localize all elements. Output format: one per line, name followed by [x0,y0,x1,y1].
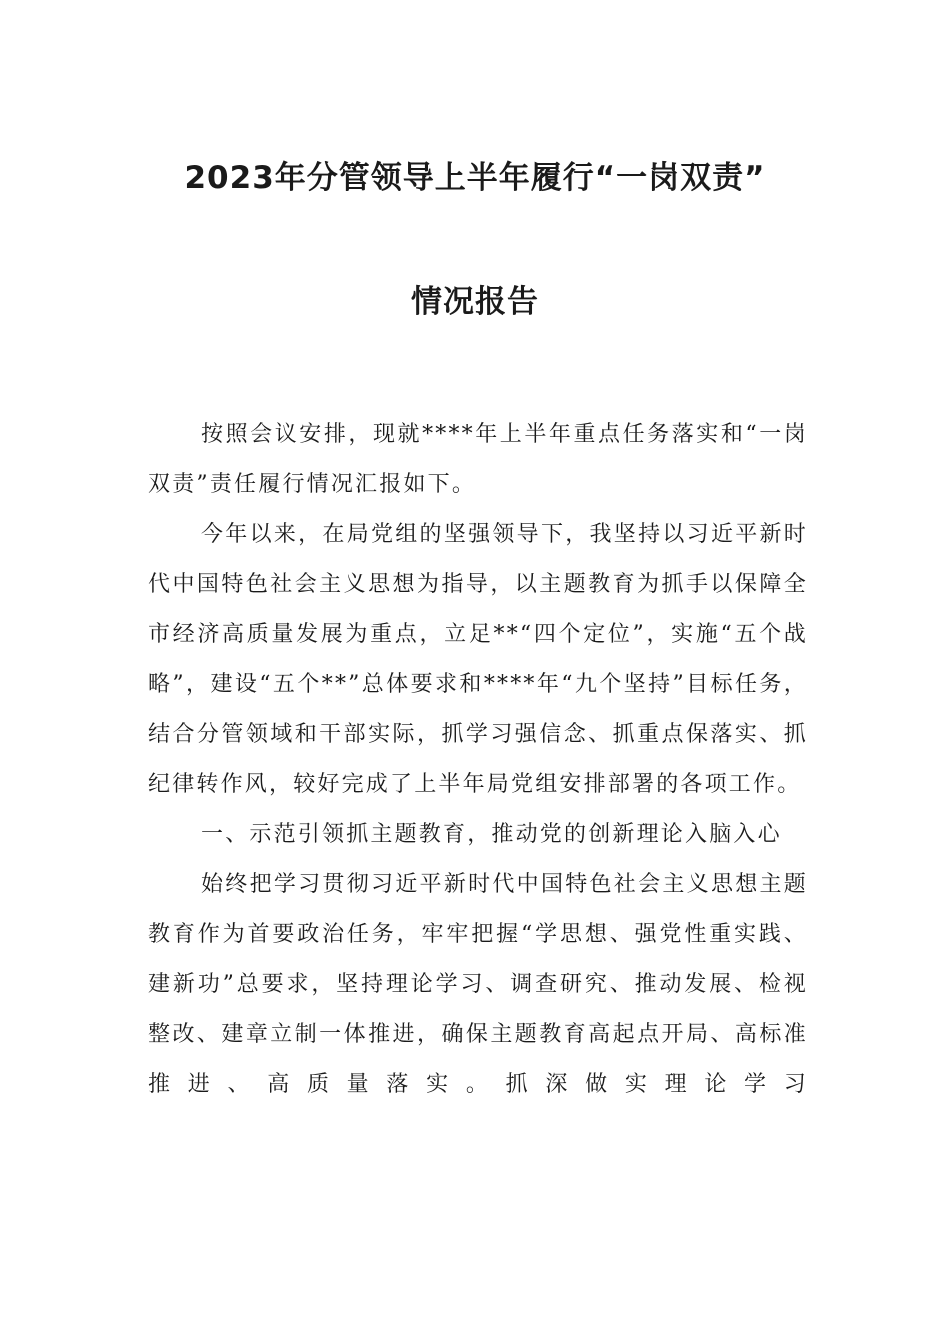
paragraph-overview: 今年以来，在局党组的坚强领导下，我坚持以习近平新时代中国特色社会主义思想为指导，以主题教育为抓手以保障全市经济高质量发展为重点，立足**“四个定位”，实施“五个战略”，建设“五个**”总体要求和****年“九个坚持”目标任务，结合分管领域和干部实际，抓学习强信念、抓重点保落实、抓纪律转作风，较好完成了上半年局党组安排部署的各项工作。 [148,522,808,797]
document-title-line-2: 情况报告 [411,284,539,320]
paragraph-intro: 按照会议安排，现就****年上半年重点任务落实和“一岗双责”责任履行情况汇报如下。 [148,422,808,497]
section-heading-1: 一、示范引领抓主题教育，推动党的创新理论入脑入心 [201,822,782,847]
document-title-line-1: 2023年分管领导上半年履行“一岗双责” [184,160,766,196]
paragraph-section-1: 始终把学习贯彻习近平新时代中国特色社会主义思想主题教育作为首要政治任务，牢牢把握“学思想、强党性重实践、建新功”总要求，坚持理论学习、调查研究、推动发展、检视整改、建章立制一体推进，确保主题教育高起点开局、高标准推进、高质量落实。抓深做实理论学习 [148,872,808,1097]
document-body [148,410,808,1110]
